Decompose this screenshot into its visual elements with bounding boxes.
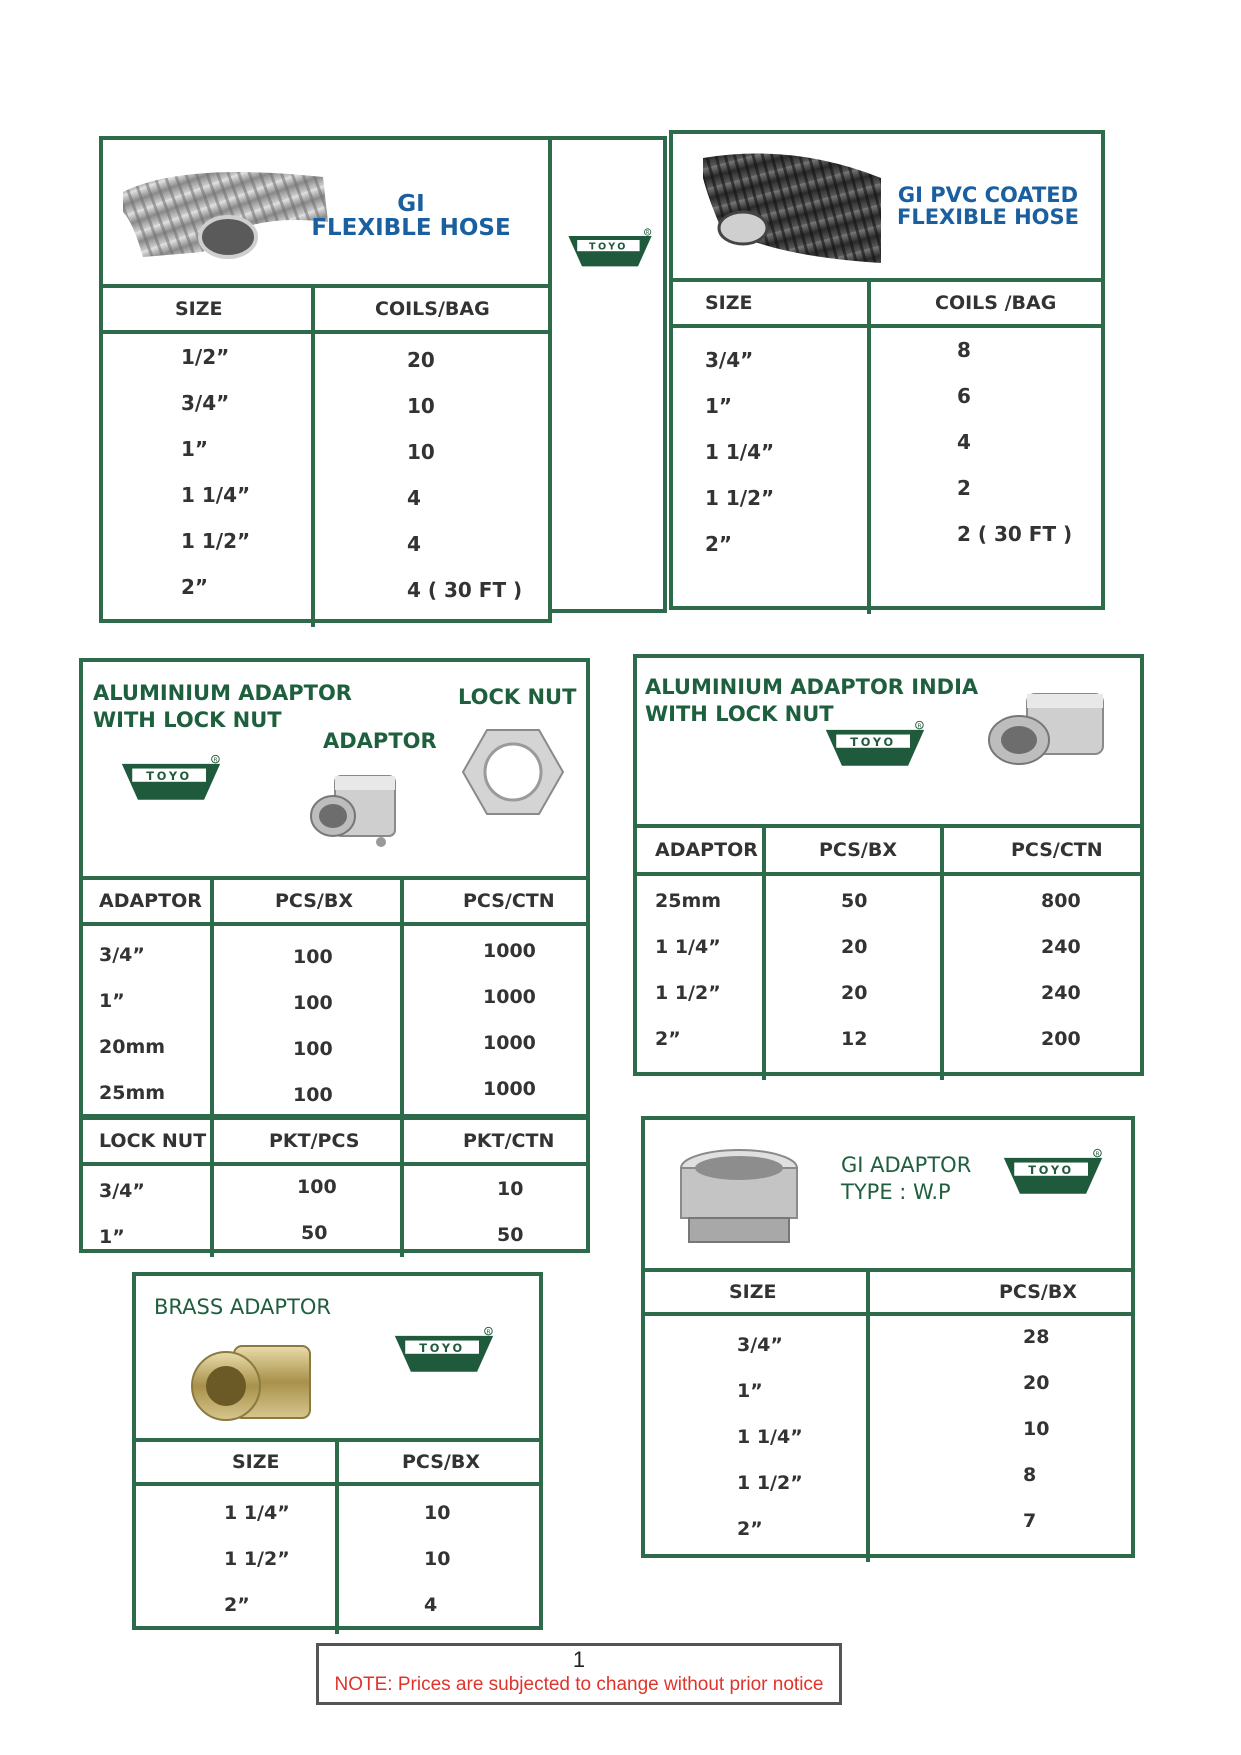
lock-nut-cell: 1” [99,1226,125,1248]
size-cell: 1 1/2” [737,1472,803,1494]
adaptor-cell: 1” [99,990,125,1012]
size-cell: 3/4” [705,348,754,372]
column-divider [400,880,404,1257]
size-cell: 1 1/2” [224,1548,290,1570]
gi-pvc-hose-header [673,134,1101,282]
coils-cell: 10 [407,394,435,418]
size-cell: 2” [705,532,733,556]
aluminium-adaptor-india-panel [633,654,1144,1076]
pcs-bx-cell: 8 [1023,1464,1037,1486]
aluminium-adaptor-india-header [637,658,1140,828]
pcs-ctn-cell: 1000 [483,940,536,962]
title-line-2: FLEXIBLE HOSE [311,215,511,242]
pcs-bx-cell: 100 [293,946,333,968]
size-cell: 1 1/2” [705,486,775,510]
coils-cell: 4 [407,486,421,510]
table-header-row [103,288,548,334]
column-divider [210,880,214,1257]
table-header-row [645,1272,1131,1316]
size-cell: 1/2” [181,345,230,369]
size-cell: 1” [181,437,209,461]
pcs-bx-cell: 12 [841,1028,868,1050]
header-size: SIZE [729,1281,777,1303]
aluminium-adaptor-india-image [977,686,1117,782]
brass-adaptor-image [184,1338,314,1430]
header-adaptor: ADAPTOR [99,890,202,912]
aluminium-adaptor-india-title [645,674,978,729]
aluminium-adaptor-title [93,680,352,735]
coils-cell: 4 ( 30 FT ) [407,578,523,602]
pcs-bx-cell: 10 [424,1548,451,1570]
column-divider [867,282,871,614]
size-cell: 1 1/2” [181,529,251,553]
adaptor-cell: 2” [655,1028,681,1050]
size-cell: 1 1/4” [181,483,251,507]
header-pcs-ctn: PCS/CTN [1011,839,1103,861]
coils-cell: 10 [407,440,435,464]
locknut-label: LOCK NUT [458,685,577,709]
page-number: 1 [572,1647,586,1672]
size-cell: 3/4” [181,391,230,415]
pcs-ctn-cell: 1000 [483,1032,536,1054]
header-pcs-bx: PCS/BX [402,1451,480,1473]
coils-cell: 6 [957,384,971,408]
header-size: SIZE [705,292,753,314]
gi-adaptor-title [841,1152,971,1207]
header-coils-bag: COILS/BAG [375,298,490,320]
pcs-ctn-cell: 1000 [483,986,536,1008]
size-cell: 2” [737,1518,763,1540]
pcs-bx-cell: 10 [1023,1418,1050,1440]
price-change-note: NOTE: Prices are subjected to change without prior notice [334,1674,824,1695]
title-line-1: GI [397,191,425,217]
aluminium-adaptor-panel [79,658,590,1253]
pcs-ctn-cell: 1000 [483,1078,536,1100]
gi-flexible-hose-header [103,140,548,288]
table-header-row [673,282,1101,328]
pcs-ctn-cell: 240 [1041,936,1081,958]
brass-adaptor-panel [132,1272,543,1630]
header-pcs-bx: PCS/BX [275,890,353,912]
pcs-ctn-cell: 200 [1041,1028,1081,1050]
adaptor-cell: 3/4” [99,944,145,966]
coils-cell: 20 [407,348,435,372]
pcs-bx-cell: 20 [841,982,868,1004]
size-cell: 1” [737,1380,763,1402]
header-lock-nut: LOCK NUT [99,1130,207,1152]
coils-cell: 4 [957,430,971,454]
gi-hose-image [123,152,333,260]
pkt-pcs-cell: 100 [297,1176,337,1198]
adaptor-cell: 1 1/2” [655,982,721,1004]
size-cell: 2” [181,575,209,599]
pcs-bx-cell: 28 [1023,1326,1050,1348]
pcs-bx-cell: 4 [424,1594,438,1616]
toyo-logo [823,720,927,768]
brass-adaptor-header [136,1276,539,1442]
size-cell: 1 1/4” [705,440,775,464]
coils-cell: 2 [957,476,971,500]
header-pcs-bx: PCS/BX [819,839,897,861]
column-divider [311,288,315,627]
adaptor-cell: 25mm [99,1082,166,1104]
gi-flexible-hose-title [311,192,511,240]
title-line-1: GI ADAPTOR [841,1153,972,1177]
column-divider [866,1272,870,1562]
column-divider [940,828,944,1080]
pcs-bx-cell: 10 [424,1502,451,1524]
toyo-logo [392,1326,496,1374]
toyo-logo [566,228,654,268]
title-line-2: WITH LOCK NUT [645,702,834,727]
coils-cell: 2 ( 30 FT ) [957,522,1073,546]
pcs-bx-cell: 20 [841,936,868,958]
coils-cell: 8 [957,338,971,362]
toyo-logo [1001,1148,1105,1196]
pkt-ctn-cell: 50 [497,1224,524,1246]
pcs-bx-cell: 100 [293,1038,333,1060]
column-divider [762,828,766,1080]
header-pkt-ctn: PKT/CTN [463,1130,555,1152]
pcs-bx-cell: 20 [1023,1372,1050,1394]
aluminium-adaptor-image [305,766,401,850]
pcs-bx-cell: 100 [293,1084,333,1106]
header-size: SIZE [232,1451,280,1473]
adaptor-label: ADAPTOR [323,729,437,753]
lock-nut-image [461,726,565,818]
pcs-ctn-cell: 800 [1041,890,1081,912]
pcs-bx-cell: 7 [1023,1510,1037,1532]
pvc-hose-image [703,148,883,268]
gi-flexible-hose-panel [99,136,552,623]
title-line-1: GI PVC COATED [897,183,1079,207]
aluminium-adaptor-header [83,662,586,880]
header-pcs-bx: PCS/BX [999,1281,1077,1303]
pcs-bx-cell: 100 [293,992,333,1014]
column-divider [335,1442,339,1634]
header-pcs-ctn: PCS/CTN [463,890,555,912]
table-header-row [83,880,586,926]
adaptor-cell: 1 1/4” [655,936,721,958]
title-line-2: TYPE : W.P [841,1180,951,1205]
size-cell: 2” [224,1594,250,1616]
adaptor-cell: 25mm [655,890,722,912]
header-coils-bag: COILS /BAG [935,292,1057,314]
pcs-bx-cell: 50 [841,890,868,912]
coils-cell: 4 [407,532,421,556]
header-pkt-pcs: PKT/PCS [269,1130,360,1152]
lock-nut-cell: 3/4” [99,1180,145,1202]
size-cell: 1 1/4” [224,1502,290,1524]
gi-adaptor-header [645,1120,1131,1272]
adaptor-cell: 20mm [99,1036,166,1058]
size-cell: 1” [705,394,733,418]
gi-pvc-hose-panel [669,130,1105,610]
pkt-ctn-cell: 10 [497,1178,524,1200]
gi-pvc-hose-title [883,184,1093,228]
brass-adaptor-title: BRASS ADAPTOR [154,1295,331,1319]
table-header-row [637,828,1140,876]
gi-adaptor-panel [641,1116,1135,1558]
center-logo-panel [548,136,667,613]
gi-adaptor-image [671,1146,807,1250]
size-cell: 3/4” [737,1334,783,1356]
title-line-1: ALUMINIUM ADAPTOR [93,681,352,705]
size-cell: 1 1/4” [737,1426,803,1448]
header-size: SIZE [175,298,223,320]
header-adaptor: ADAPTOR [655,839,758,861]
locknut-header-row [83,1114,586,1166]
pcs-ctn-cell: 240 [1041,982,1081,1004]
footer-note-box [316,1643,842,1705]
title-line-2: WITH LOCK NUT [93,708,282,733]
title-line-2: FLEXIBLE HOSE [896,205,1080,230]
pkt-pcs-cell: 50 [301,1222,328,1244]
title-line-1: ALUMINIUM ADAPTOR INDIA [645,675,979,699]
toyo-logo [119,754,223,802]
